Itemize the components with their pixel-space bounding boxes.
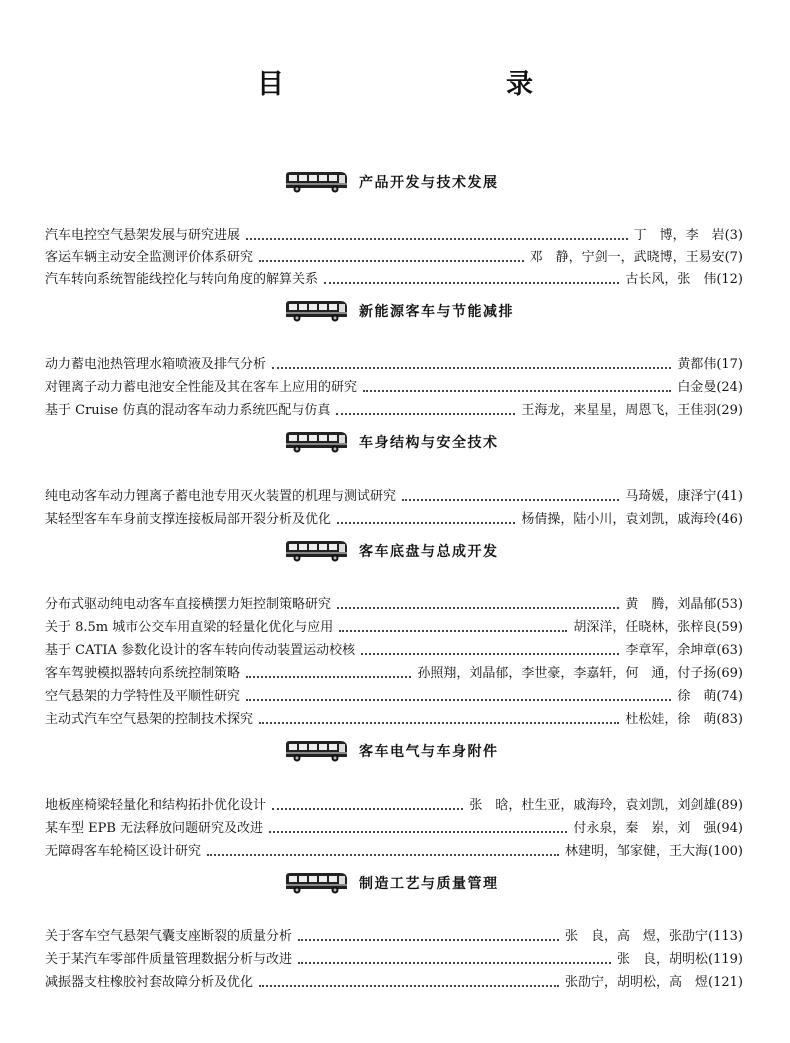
toc-entry [45, 247, 743, 267]
leader-dots [324, 282, 619, 284]
toc-entry [45, 486, 743, 506]
toc-entry [45, 686, 743, 706]
entry-title: 某车型 EPB 无法释放问题研究及改进 [45, 821, 264, 836]
entry-authors: 古长风，张 伟(12) [625, 272, 743, 287]
entry-title: 关于 8.5m 城市公交车用直梁的轻量化优化与应用 [45, 620, 334, 635]
toc-entry [45, 377, 743, 397]
entry-title: 基于 Cruise 仿真的混动客车动力系统匹配与仿真 [45, 403, 331, 418]
leader-dots [259, 985, 559, 987]
entry-title: 空气悬架的力学特性及平顺性研究 [45, 689, 241, 704]
toc-entry [45, 594, 743, 614]
leader-dots [298, 939, 559, 941]
toc-entry [45, 949, 743, 969]
entry-authors: 张 晗，杜生亚，戚海玲，袁刘凯，刘剑雄(89) [469, 798, 743, 813]
bus-icon [283, 299, 349, 323]
bus-icon [283, 871, 349, 895]
toc-entry [45, 972, 743, 992]
entry-title: 主动式汽车空气悬架的控制技术探究 [45, 712, 254, 727]
entry-title: 某轻型客车车身前支撑连接板局部开裂分析及优化 [45, 512, 332, 527]
section-header [283, 538, 499, 564]
bus-icon [283, 430, 349, 454]
entry-authors: 张劭宁，胡明松，高 煜(121) [565, 975, 743, 990]
entry-title: 无障碍客车轮椅区设计研究 [45, 844, 202, 859]
leader-dots [246, 676, 411, 678]
leader-dots [363, 390, 671, 392]
entry-authors: 王海龙，来星星，周恩飞，王佳羽(29) [521, 403, 743, 418]
section-title: 车身结构与安全技术 [359, 435, 499, 451]
toc-entry [45, 225, 743, 245]
bus-icon [283, 170, 349, 194]
entry-authors: 付永泉，秦 岽，刘 强(94) [573, 821, 743, 836]
entry-authors: 邓 静，宁剑一，武晓博，王易安(7) [529, 250, 743, 265]
entry-authors: 黄都伟(17) [677, 357, 743, 372]
bus-icon [283, 539, 349, 563]
leader-dots [272, 808, 463, 810]
leader-dots [298, 962, 611, 964]
entry-authors: 孙照翔，刘晶郁，李世豪，李嘉轩，何 通，付子扬(69) [417, 666, 743, 681]
entry-authors: 李章军，余坤章(63) [625, 643, 743, 658]
entry-title: 客车驾驶模拟器转向系统控制策略 [45, 666, 241, 681]
page-title: 目 录 [257, 69, 589, 100]
entry-authors: 胡深洋，任晓林，张梓良(59) [573, 620, 743, 635]
section-title: 产品开发与技术发展 [359, 175, 499, 191]
leader-dots [259, 260, 524, 262]
toc-entry [45, 617, 743, 637]
toc-entry [45, 663, 743, 683]
entry-authors: 丁 博，李 岩(3) [633, 228, 743, 243]
section-header [283, 169, 499, 195]
entry-authors: 林建明，邹家健，王大海(100) [565, 844, 743, 859]
leader-dots [339, 630, 567, 632]
entry-title: 客运车辆主动安全监测评价体系研究 [45, 250, 254, 265]
leader-dots [259, 722, 619, 724]
entry-title: 分布式驱动纯电动客车直接横摆力矩控制策略研究 [45, 597, 332, 612]
toc-entry [45, 509, 743, 529]
leader-dots [246, 699, 671, 701]
section-title: 制造工艺与质量管理 [359, 876, 499, 892]
toc-entry [45, 269, 743, 289]
entry-authors: 张 良，胡明松(119) [617, 952, 743, 967]
entry-authors: 徐 萌(74) [677, 689, 743, 704]
toc-entry [45, 640, 743, 660]
leader-dots [361, 653, 619, 655]
entry-authors: 杨倩操，陆小川，袁刘凯，戚海玲(46) [521, 512, 743, 527]
section-header [283, 738, 499, 764]
toc-entry [45, 818, 743, 838]
section-title: 新能源客车与节能减排 [359, 304, 514, 320]
entry-title: 关于客车空气悬架气囊支座断裂的质量分析 [45, 929, 293, 944]
entry-authors: 杜松娃，徐 萌(83) [625, 712, 743, 727]
leader-dots [207, 854, 559, 856]
bus-icon [283, 739, 349, 763]
leader-dots [402, 499, 619, 501]
entry-title: 汽车电控空气悬架发展与研究进展 [45, 228, 241, 243]
section-header [283, 870, 499, 896]
entry-title: 减振器支柱橡胶衬套故障分析及优化 [45, 975, 254, 990]
leader-dots [246, 238, 628, 240]
leader-dots [272, 367, 671, 369]
entry-title: 对锂离子动力蓄电池安全性能及其在客车上应用的研究 [45, 380, 358, 395]
entry-title: 纯电动客车动力锂离子蓄电池专用灭火装置的机理与测试研究 [45, 489, 397, 504]
leader-dots [337, 607, 619, 609]
toc-entry [45, 926, 743, 946]
toc-entry [45, 354, 743, 374]
leader-dots [337, 522, 515, 524]
entry-authors: 黄 腾，刘晶郁(53) [625, 597, 743, 612]
entry-title: 关于某汽车零部件质量管理数据分析与改进 [45, 952, 293, 967]
toc-entry [45, 795, 743, 815]
section-header [283, 429, 499, 455]
leader-dots [269, 831, 567, 833]
entry-authors: 张 良，高 煜，张劭宁(113) [565, 929, 743, 944]
entry-title: 地板座椅梁轻量化和结构拓扑优化设计 [45, 798, 267, 813]
toc-entry [45, 709, 743, 729]
toc-entry [45, 841, 743, 861]
entry-title: 基于 CATIA 参数化设计的客车转向传动装置运动校核 [45, 643, 356, 658]
toc-entry [45, 400, 743, 420]
entry-title: 动力蓄电池热管理水箱喷液及排气分析 [45, 357, 267, 372]
entry-authors: 马琦媛，康泽宁(41) [625, 489, 743, 504]
section-title: 客车底盘与总成开发 [359, 544, 499, 560]
leader-dots [336, 413, 515, 415]
section-title: 客车电气与车身附件 [359, 744, 499, 760]
section-header [283, 298, 514, 324]
entry-title: 汽车转向系统智能线控化与转向角度的解算关系 [45, 272, 319, 287]
entry-authors: 白金曼(24) [677, 380, 743, 395]
